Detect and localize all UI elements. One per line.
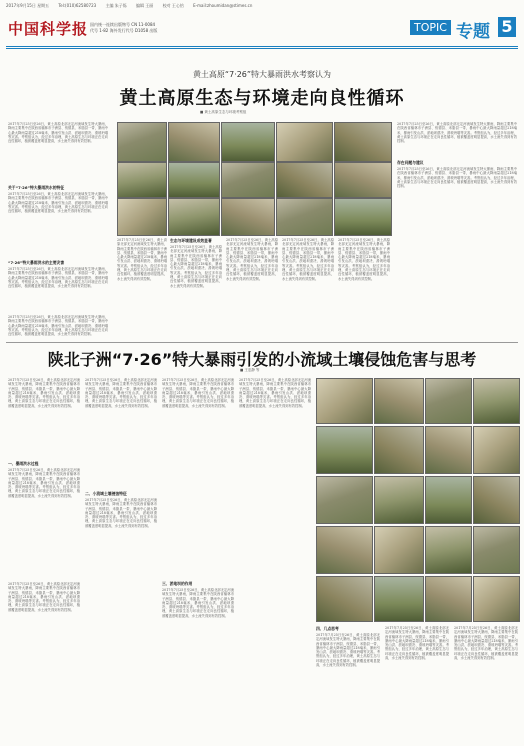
photo xyxy=(117,198,167,236)
article1-byline: ■ 黄土高原生态与环境考察组 xyxy=(200,110,247,114)
photo xyxy=(334,122,392,162)
photo xyxy=(276,162,333,198)
photo xyxy=(316,576,373,622)
body-column: 2017年7月25日至26日，黄土高原北部无定河流域发生特大暴雨，降雨主要集中在陕西省榆林市子洲县、绥德县、米脂县一带，暴雨中心最大降雨量超过218毫米，暴雨引发山洪、淤地坝溃决、滑坡坍塌等灾害。考察组认为，经过多年治理，黄土高原生态与环境正在走向良性循环，植被覆盖度明显提高，水土流失得到有效控制。 xyxy=(170,245,222,288)
topic-cn: 专题 xyxy=(456,22,490,42)
photo xyxy=(334,198,392,236)
body-column: 2017年7月25日至26日，黄土高原北部无定河流域发生特大暴雨，降雨主要集中在陕西省榆林市子洲县、绥德县、米脂县一带，暴雨中心最大降雨量超过218毫米，暴雨引发山洪、淤地坝溃决、滑坡坍塌等灾害。考察组认为，经过多年治理，黄土高原生态与环境正在走向良性循环，植被覆盖度明显提高，水土流失得到有效控制。 xyxy=(8,315,108,337)
editor2-text: 编辑 王丽 xyxy=(136,3,154,8)
body-column: 2017年7月25日至26日，黄土高原北部无定河流域发生特大暴雨，降雨主要集中在陕西省榆林市子洲县、绥德县、米脂县一带，暴雨中心最大降雨量超过218毫米，暴雨引发山洪、淤地坝溃决、滑坡坍塌等灾害。考察组认为，经过多年治理，黄土高原生态与环境正在走向良性循环，植被覆盖度明显提高，水土流失得到有效控制。 xyxy=(162,378,234,408)
body-column: 2017年7月25日至26日，黄土高原北部无定河流域发生特大暴雨，降雨主要集中在陕西省榆林市子洲县、绥德县、米脂县一带，暴雨中心最大降雨量超过218毫米，暴雨引发山洪、淤地坝溃决、滑坡坍塌等灾害。考察组认为，经过多年治理，黄土高原生态与环境正在走向良性循环，植被覆盖度明显提高，水土流失得到有效控制。 xyxy=(8,122,108,144)
article2-byline: ■ 王忠静 等 xyxy=(240,368,260,372)
section-divider xyxy=(6,342,518,343)
topic-en: TOPIC xyxy=(410,20,451,35)
newspaper-logo: 中国科学报 xyxy=(8,20,89,38)
editor-text: 主编 朱子铄 xyxy=(105,3,127,8)
email-text: E-mail:zhoumidan@stimes.cn xyxy=(193,3,253,8)
article1-kicker: 黄土高原“7·26”特大暴雨洪水考察认为 xyxy=(192,70,332,79)
section-subhead: 生态与环境建设成效显著 xyxy=(170,238,212,243)
photo xyxy=(117,122,167,162)
photo xyxy=(316,378,373,424)
photo xyxy=(334,162,392,198)
photo xyxy=(473,526,520,574)
masthead-sub xyxy=(90,22,157,34)
topic-banner xyxy=(408,15,518,42)
section-subhead: 一、暴雨洪水过程 xyxy=(8,461,39,466)
photo xyxy=(473,476,520,524)
header-rule xyxy=(6,46,518,47)
phone-text: Tel:(010)62580723 xyxy=(58,3,97,8)
photo xyxy=(168,162,220,198)
photo xyxy=(316,476,373,524)
body-column: 2017年7月25日至26日，黄土高原北部无定河流域发生特大暴雨，降雨主要集中在陕西省榆林市子洲县、绥德县、米脂县一带，暴雨中心最大降雨量超过218毫米，暴雨引发山洪、淤地坝溃决、滑坡坍塌等灾害。考察组认为，经过多年治理，黄土高原生态与环境正在走向良性循环，植被覆盖度明显提高，水土流失得到有效控制。 xyxy=(316,633,380,668)
photo xyxy=(168,122,220,162)
photo xyxy=(168,198,220,236)
photo xyxy=(374,476,424,524)
body-column: 2017年7月25日至26日，黄土高原北部无定河流域发生特大暴雨，降雨主要集中在陕西省榆林市子洲县、绥德县、米脂县一带，暴雨中心最大降雨量超过218毫米，暴雨引发山洪、淤地坝溃决、滑坡坍塌等灾害。考察组认为，经过多年治理，黄土高原生态与环境正在走向良性循环，植被覆盖度明显提高，水土流失得到有效控制。 xyxy=(85,498,157,528)
date-text: 2017年9月15日 星期五 xyxy=(6,3,50,8)
body-column: 2017年7月25日至26日，黄土高原北部无定河流域发生特大暴雨，降雨主要集中在陕西省榆林市子洲县、绥德县、米脂县一带，暴雨中心最大降雨量超过218毫米，暴雨引发山洪、淤地坝溃决、滑坡坍塌等灾害。考察组认为，经过多年治理，黄土高原生态与环境正在走向良性循环，植被覆盖度明显提高，水土流失得到有效控制。 xyxy=(239,378,311,408)
body-column: 2017年7月25日至26日，黄土高原北部无定河流域发生特大暴雨，降雨主要集中在陕西省榆林市子洲县、绥德县、米脂县一带，暴雨中心最大降雨量超过218毫米，暴雨引发山洪、淤地坝溃决、滑坡坍塌等灾害。考察组认为，经过多年治理，黄土高原生态与环境正在走向良性循环，植被覆盖度明显提高，水土流失得到有效控制。 xyxy=(162,588,234,618)
photo xyxy=(117,162,167,198)
photo xyxy=(425,378,472,424)
photo xyxy=(425,526,472,574)
page-number: 5 xyxy=(498,17,516,37)
photo xyxy=(374,378,424,424)
section-subhead: 存在问题与建议 xyxy=(397,160,424,165)
body-column: 2017年7月25日至26日，黄土高原北部无定河流域发生特大暴雨，降雨主要集中在陕西省榆林市子洲县、绥德县、米脂县一带，暴雨中心最大降雨量超过218毫米，暴雨引发山洪、淤地坝溃决、滑坡坍塌等灾害。考察组认为，经过多年治理，黄土高原生态与环境正在走向良性循环，植被覆盖度明显提高，水土流失得到有效控制。 xyxy=(397,122,517,144)
proofreader-text: 校对 王心怡 xyxy=(162,3,184,8)
section-subhead: “7·26”特大暴雨洪水的主要灾害 xyxy=(8,260,65,265)
photo xyxy=(425,476,472,524)
body-column: 2017年7月25日至26日，黄土高原北部无定河流域发生特大暴雨，降雨主要集中在陕西省榆林市子洲县、绥德县、米脂县一带，暴雨中心最大降雨量超过218毫米，暴雨引发山洪、淤地坝溃决、滑坡坍塌等灾害。考察组认为，经过多年治理，黄土高原生态与环境正在走向良性循环，植被覆盖度明显提高，水土流失得到有效控制。 xyxy=(226,238,278,281)
photo xyxy=(425,426,472,474)
photo xyxy=(276,198,333,236)
body-column: 2017年7月25日至26日，黄土高原北部无定河流域发生特大暴雨，降雨主要集中在陕西省榆林市子洲县、绥德县、米脂县一带，暴雨中心最大降雨量超过218毫米，暴雨引发山洪、淤地坝溃决、滑坡坍塌等灾害。考察组认为，经过多年治理，黄土高原生态与环境正在走向良性循环，植被覆盖度明显提高，水土流失得到有效控制。 xyxy=(8,192,108,214)
body-column: 2017年7月25日至26日，黄土高原北部无定河流域发生特大暴雨，降雨主要集中在陕西省榆林市子洲县、绥德县、米脂县一带，暴雨中心最大降雨量超过218毫米，暴雨引发山洪、淤地坝溃决、滑坡坍塌等灾害。考察组认为，经过多年治理，黄土高原生态与环境正在走向良性循环，植被覆盖度明显提高，水土流失得到有效控制。 xyxy=(8,267,108,289)
body-column: 2017年7月25日至26日，黄土高原北部无定河流域发生特大暴雨，降雨主要集中在陕西省榆林市子洲县、绥德县、米脂县一带，暴雨中心最大降雨量超过218毫米，暴雨引发山洪、淤地坝溃决、滑坡坍塌等灾害。考察组认为，经过多年治理，黄土高原生态与环境正在走向良性循环，植被覆盖度明显提高，水土流失得到有效控制。 xyxy=(8,468,80,498)
article1-headline: 黄土高原生态与环境走向良性循环 xyxy=(119,88,405,109)
section-subhead: 关于“7·26”特大暴雨洪水的特征 xyxy=(8,185,65,190)
sub-line: 国内统一连续出版物号 CN 11-0084 xyxy=(90,22,156,27)
photo xyxy=(316,526,373,574)
photo xyxy=(473,426,520,474)
photo xyxy=(374,576,424,622)
body-column: 2017年7月25日至26日，黄土高原北部无定河流域发生特大暴雨，降雨主要集中在陕西省榆林市子洲县、绥德县、米脂县一带，暴雨中心最大降雨量超过218毫米，暴雨引发山洪、淤地坝溃决、滑坡坍塌等灾害。考察组认为，经过多年治理，黄土高原生态与环境正在走向良性循环，植被覆盖度明显提高，水土流失得到有效控制。 xyxy=(8,378,80,408)
photo xyxy=(374,426,424,474)
header-rule xyxy=(6,48,518,49)
photo xyxy=(473,576,520,622)
body-column: 2017年7月25日至26日，黄土高原北部无定河流域发生特大暴雨，降雨主要集中在陕西省榆林市子洲县、绥德县、米脂县一带，暴雨中心最大降雨量超过218毫米，暴雨引发山洪、淤地坝溃决、滑坡坍塌等灾害。考察组认为，经过多年治理，黄土高原生态与环境正在走向良性循环，植被覆盖度明显提高，水土流失得到有效控制。 xyxy=(454,626,518,661)
masthead-topline xyxy=(6,3,518,11)
body-column: 2017年7月25日至26日，黄土高原北部无定河流域发生特大暴雨，降雨主要集中在陕西省榆林市子洲县、绥德县、米脂县一带，暴雨中心最大降雨量超过218毫米，暴雨引发山洪、淤地坝溃决、滑坡坍塌等灾害。考察组认为，经过多年治理，黄土高原生态与环境正在走向良性循环，植被覆盖度明显提高，水土流失得到有效控制。 xyxy=(338,238,390,281)
section-subhead: 四、几点思考 xyxy=(316,626,339,631)
photo xyxy=(425,576,472,622)
section-subhead: 三、淤地坝的作用 xyxy=(162,581,193,586)
photo xyxy=(276,122,333,162)
body-column: 2017年7月25日至26日，黄土高原北部无定河流域发生特大暴雨，降雨主要集中在陕西省榆林市子洲县、绥德县、米脂县一带，暴雨中心最大降雨量超过218毫米，暴雨引发山洪、淤地坝溃决、滑坡坍塌等灾害。考察组认为，经过多年治理，黄土高原生态与环境正在走向良性循环，植被覆盖度明显提高，水土流失得到有效控制。 xyxy=(385,626,449,661)
photo xyxy=(221,198,275,236)
photo xyxy=(473,378,520,424)
photo xyxy=(221,162,275,198)
body-column: 2017年7月25日至26日，黄土高原北部无定河流域发生特大暴雨，降雨主要集中在陕西省榆林市子洲县、绥德县、米脂县一带，暴雨中心最大降雨量超过218毫米，暴雨引发山洪、淤地坝溃决、滑坡坍塌等灾害。考察组认为，经过多年治理，黄土高原生态与环境正在走向良性循环，植被覆盖度明显提高，水土流失得到有效控制。 xyxy=(117,238,167,281)
section-subhead: 二、小流域土壤侵蚀特征 xyxy=(85,491,127,496)
sub-line: 代号 1-82 海外发行代号 D1058 出版 xyxy=(90,28,158,33)
photo xyxy=(316,426,373,474)
body-column: 2017年7月25日至26日，黄土高原北部无定河流域发生特大暴雨，降雨主要集中在陕西省榆林市子洲县、绥德县、米脂县一带，暴雨中心最大降雨量超过218毫米，暴雨引发山洪、淤地坝溃决、滑坡坍塌等灾害。考察组认为，经过多年治理，黄土高原生态与环境正在走向良性循环，植被覆盖度明显提高，水土流失得到有效控制。 xyxy=(8,582,80,612)
body-column: 2017年7月25日至26日，黄土高原北部无定河流域发生特大暴雨，降雨主要集中在陕西省榆林市子洲县、绥德县、米脂县一带，暴雨中心最大降雨量超过218毫米，暴雨引发山洪、淤地坝溃决、滑坡坍塌等灾害。考察组认为，经过多年治理，黄土高原生态与环境正在走向良性循环，植被覆盖度明显提高，水土流失得到有效控制。 xyxy=(85,378,157,408)
photo xyxy=(374,526,424,574)
article2-headline: 陕北子洲“7·26”特大暴雨引发的小流域土壤侵蚀危害与思考 xyxy=(47,350,477,369)
photo xyxy=(221,122,275,162)
body-column: 2017年7月25日至26日，黄土高原北部无定河流域发生特大暴雨，降雨主要集中在陕西省榆林市子洲县、绥德县、米脂县一带，暴雨中心最大降雨量超过218毫米，暴雨引发山洪、淤地坝溃决、滑坡坍塌等灾害。考察组认为，经过多年治理，黄土高原生态与环境正在走向良性循环，植被覆盖度明显提高，水土流失得到有效控制。 xyxy=(397,167,517,189)
body-column: 2017年7月25日至26日，黄土高原北部无定河流域发生特大暴雨，降雨主要集中在陕西省榆林市子洲县、绥德县、米脂县一带，暴雨中心最大降雨量超过218毫米，暴雨引发山洪、淤地坝溃决、滑坡坍塌等灾害。考察组认为，经过多年治理，黄土高原生态与环境正在走向良性循环，植被覆盖度明显提高，水土流失得到有效控制。 xyxy=(282,238,334,281)
